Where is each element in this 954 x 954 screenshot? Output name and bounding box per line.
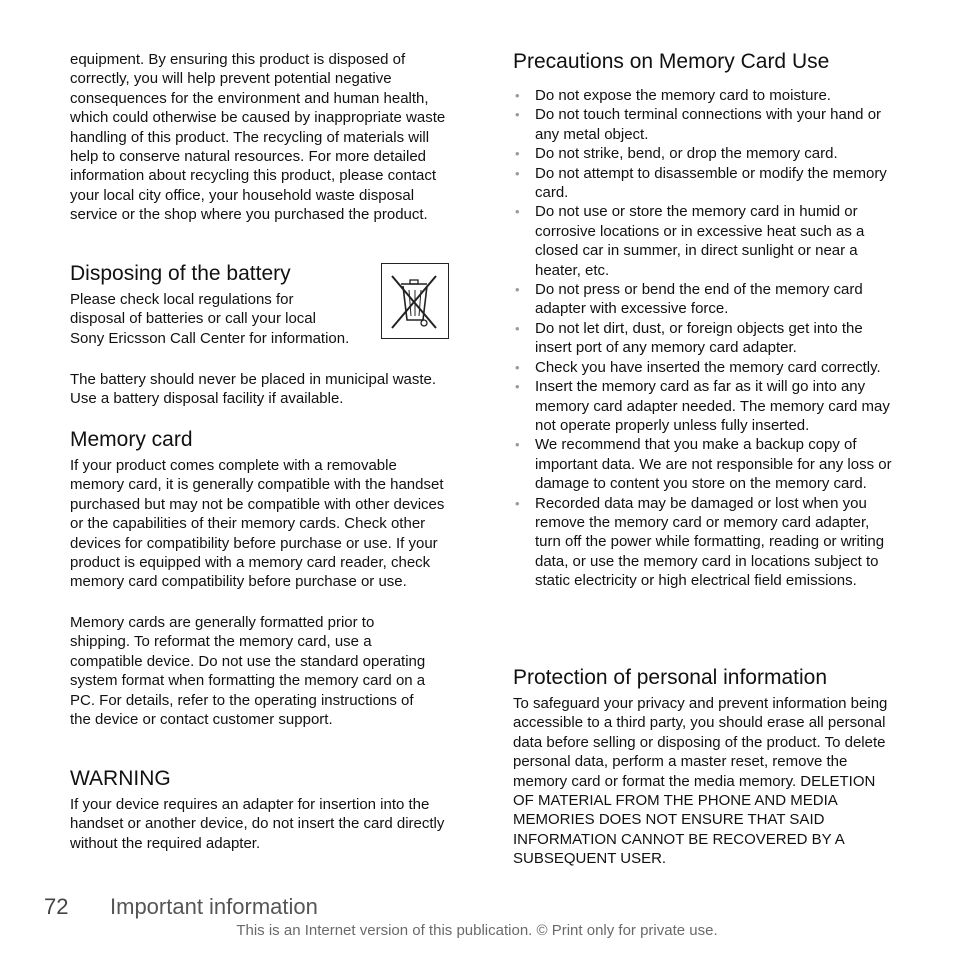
list-item: • Check you have inserted the memory card correctly. bbox=[513, 358, 893, 377]
memory-card-paragraph-2: Memory cards are generally formatted prior to shipping. To reformat the memory card, use a compatible device. Do not use the standard operating system format when formatting the memory card on a PC. For details, refer to the operating instructions of the device or contact customer support. bbox=[70, 614, 426, 729]
warning-heading: WARNING bbox=[70, 767, 171, 790]
battery-paragraph-1: Please check local regulations for disposal of batteries or call your local Sony Ericsson Call Center for information. bbox=[70, 291, 350, 347]
protection-paragraph: To safeguard your privacy and prevent information being accessible to a third party, you should erase all personal data before selling or disposing of the product. To delete personal data, perform a master reset, remove the memory card or format the media memory. DELETION OF MATERIAL FROM THE PHONE AND MEDIA MEMORIES DOES NOT ENSURE THAT SAID INFORMATION CANNOT BE RECOVERED BY A SUBSEQUENT USER. bbox=[513, 695, 888, 868]
section-title: Important information bbox=[110, 894, 318, 919]
list-item: • Do not touch terminal connections with your hand or any metal object. bbox=[513, 105, 893, 144]
battery-heading: Disposing of the battery bbox=[70, 262, 291, 285]
memory-card-paragraph-1: If your product comes complete with a removable memory card, it is generally compatible with the handset purchased but may not be compatible with other devices or the capabilities of their memory cards. Check other devices for compatibility before purchase or use. If your product is equipped with a memory card reader, check memory card compatibility before purchase or use. bbox=[70, 457, 445, 591]
list-item: • Do not use or store the memory card in humid or corrosive locations or in excessive heat such as a closed car in summer, in direct sunlight or near a heater, etc. bbox=[513, 202, 893, 280]
list-item: • Do not strike, bend, or drop the memory card. bbox=[513, 144, 893, 163]
precautions-heading: Precautions on Memory Card Use bbox=[513, 50, 830, 73]
precautions-list bbox=[513, 86, 893, 591]
internet-version-note: This is an Internet version of this publication. © Print only for private use. bbox=[236, 922, 718, 939]
list-item: • Do not press or bend the end of the memory card adapter with excessive force. bbox=[513, 280, 893, 319]
page-number: 72 bbox=[44, 894, 69, 919]
list-item: • Recorded data may be damaged or lost when you remove the memory card or memory card adapter, turn off the power while formatting, reading or writing data, or use the memory card in locations subject to static electricity or high electrical field emissions. bbox=[513, 494, 893, 591]
list-item: • We recommend that you make a backup copy of important data. We are not responsible for any loss or damage to content you store on the memory card. bbox=[513, 435, 893, 493]
battery-paragraph-2: The battery should never be placed in municipal waste. Use a battery disposal facility if available. bbox=[70, 371, 437, 408]
protection-heading: Protection of personal information bbox=[513, 666, 828, 689]
list-item: • Do not expose the memory card to moisture. bbox=[513, 86, 893, 105]
list-item: • Insert the memory card as far as it will go into any memory card adapter needed. The memory card may not operate properly unless fully inserted. bbox=[513, 377, 893, 435]
crossed-out-bin-icon bbox=[381, 263, 449, 339]
warning-paragraph: If your device requires an adapter for insertion into the handset or another device, do not insert the card directly without the required adapter. bbox=[70, 796, 445, 852]
list-item: • Do not attempt to disassemble or modify the memory card. bbox=[513, 164, 893, 203]
intro-paragraph: equipment. By ensuring this product is disposed of correctly, you will help prevent potential negative consequences for the environment and human health, which could otherwise be caused by inappropriate waste handling of this product. The recycling of materials will help to conserve natural resources. For more detailed information about recycling this product, please contact your local city office, your household waste disposal service or the shop where you purchased the product. bbox=[70, 51, 446, 224]
memory-card-heading: Memory card bbox=[70, 428, 193, 451]
list-item: • Do not let dirt, dust, or foreign objects get into the insert port of any memory card adapter. bbox=[513, 319, 893, 358]
